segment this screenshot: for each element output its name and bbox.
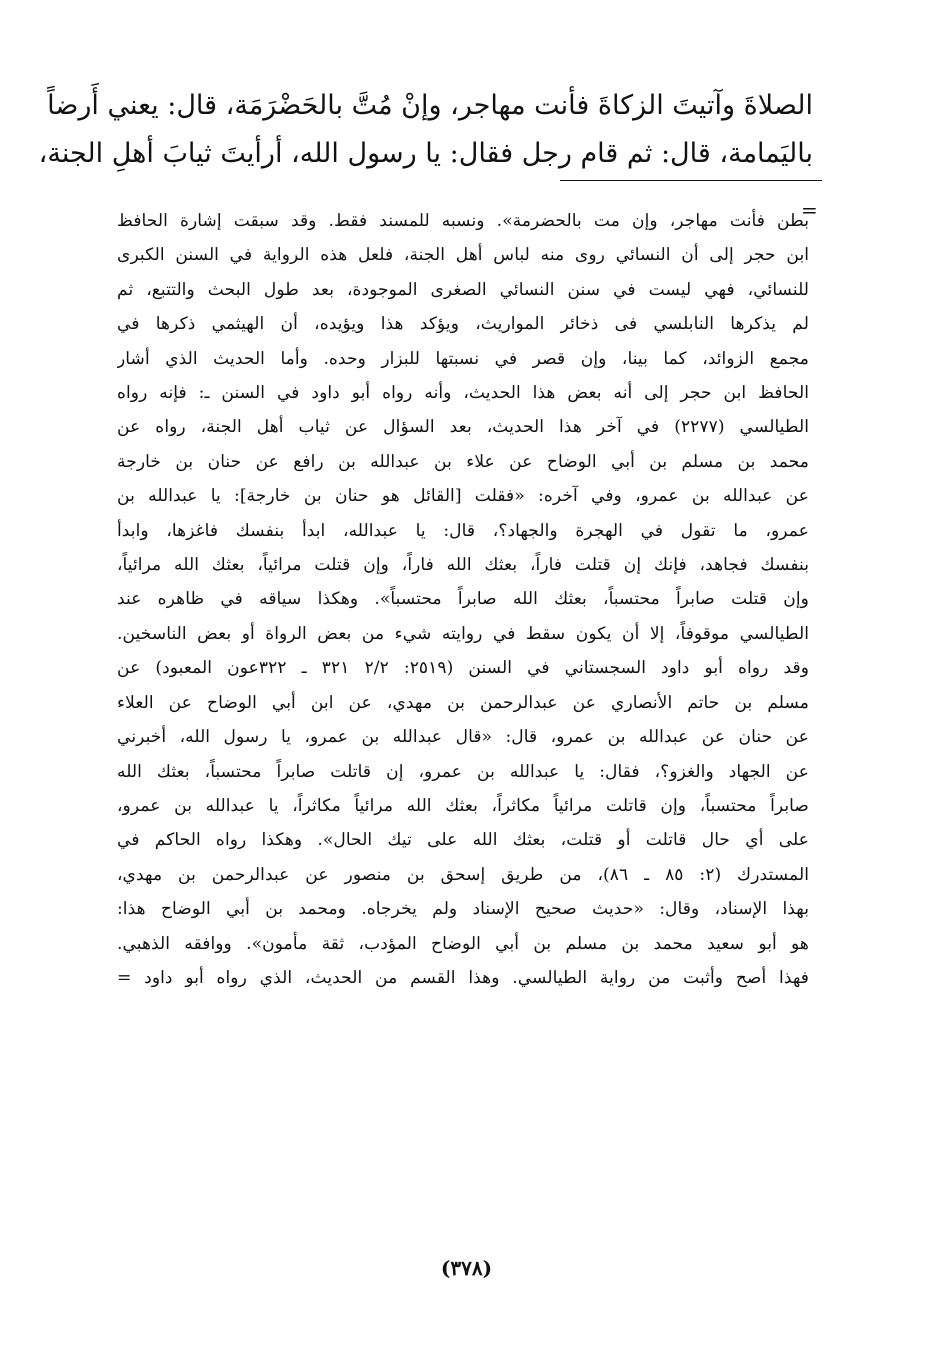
- footnote-line: الطيالسي موقوفاً، إلا أن يكون سقط في روايته شيء من بعض الرواة أو بعض الناسخين.: [117, 623, 809, 644]
- footnote-line: فهذا أصح وأثبت من رواية الطيالسي. وهذا القسم من الحديث، الذي رواه أبو داود =: [117, 967, 809, 988]
- footnote-line: وإن قتلت صابراً محتسباً، بعثك الله صابراً محتسباً». وهكذا سياقه في ظاهره عند: [117, 589, 809, 610]
- footnote-line: ابن حجر إلى أن النسائي روى منه لباس أهل الجنة، فلعل هذه الرواية في السنن الكبرى: [117, 245, 809, 266]
- footnote-line: على أي حال قاتلت أو قتلت، بعثك الله على تيك الحال». وهكذا رواه الحاكم في: [117, 830, 809, 851]
- footnote-line: مسلم بن حاتم الأنصاري عن عبدالرحمن بن مهدي، عن ابن أبي الوضاح عن العلاء: [117, 692, 809, 713]
- footnote-line: الحافظ ابن حجر إلى أنه بعض هذا الحديث، وأنه رواه أبو داود في السنن ـ: فإنه رواه: [117, 383, 809, 404]
- footnote-line: عن عبدالله بن عمرو، وفي آخره: «فقلت [القائل هو حنان بن خارجة]: يا عبدالله بن: [117, 486, 809, 507]
- footnote-line: عمرو، ما تقول في الهجرة والجهاد؟، قال: يا عبدالله، ابدأ بنفسك فاغزها، وابدأ: [117, 520, 809, 541]
- footnote-line: عن الجهاد والغزو؟، فقال: يا عبدالله بن عمرو، إن قاتلت صابراً محتسباً، بعثك الله: [117, 761, 809, 782]
- footnote-line: بطن فأنت مهاجر، وإن مت بالحضرمة». ونسبه للمسند فقط. وقد سبقت إشارة الحافظ: [117, 211, 809, 231]
- footnote-line: محمد بن مسلم بن أبي الوضاح عن علاء بن عبدالله بن رافع عن حنان بن خارجة: [117, 451, 809, 472]
- footnote-line: الطيالسي (٢٢٧٧) في آخر هذا الحديث، بعد السؤال عن ثياب أهل الجنة، رواه عن: [117, 417, 809, 438]
- footnote-line: للنسائي، فهي ليست في سنن النسائي الصغرى الموجودة، بعد طول البحث والتتبع، ثم: [117, 279, 809, 300]
- footnote-line: هو أبو سعيد محمد بن مسلم بن أبي الوضاح المؤدب، ثقة مأمون». ووافقه الذهبي.: [117, 933, 809, 954]
- footnote-line: مجمع الزوائد، كما بينا، وإن قصر في نسبتها للبزار وحده. وأما الحديث الذي أشار: [117, 348, 809, 369]
- footnote-continuation-mark: =: [801, 198, 818, 222]
- footnote-separator-rule: [560, 180, 822, 181]
- footnote-block: [117, 204, 809, 995]
- main-text-block: [38, 82, 813, 178]
- main-text-line: الصلاةَ وآتيتَ الزكاةَ فأنت مهاجر، وإنْ مُتَّ بالحَضْرَمَة، قال: يعني أَرضاً: [47, 90, 813, 121]
- footnote-line: بهذا الإسناد، وقال: «حديث صحيح الإسناد ولم يخرجاه. ومحمد بن أبي الوضاح هذا:: [117, 899, 809, 920]
- page-number: (٣٧٨): [440, 1256, 493, 1280]
- footnote-line: وقد رواه أبو داود السجستاني في السنن (٢٥١٩: ٢/٢ ٣٢١ ـ ٣٢٢عون المعبود) عن: [117, 658, 809, 679]
- footnote-line: لم يذكرها النابلسي فى ذخائر المواريث، ويؤكد هذا ويؤيده، أن الهيثمي ذكرها في: [117, 314, 809, 335]
- footnote-line: عن حنان عن عبدالله بن عمرو، قال: «قال عبدالله بن عمرو، يا رسول الله، أخبرني: [117, 727, 809, 748]
- main-text-line: باليَمامة، قال: ثم قام رجل فقال: يا رسول الله، أرأيتَ ثيابَ أهلِ الجنة،: [38, 138, 813, 169]
- footnote-line: المستدرك (٢: ٨٥ ـ ٨٦)، من طريق إسحق بن منصور عن عبدالرحمن بن مهدي،: [117, 864, 809, 885]
- footnote-line: بنفسك فجاهد، فإنك إن قتلت فاراً، بعثك الله فاراً، وإن قتلت مرائياً، بعثك الله مرائياً،: [117, 555, 809, 576]
- footnote-line: صابراً محتسباً، وإن قاتلت مرائياً مكاثراً، بعثك الله مرائياً مكاثراً، يا عبدالله بن عمرو،: [117, 795, 809, 816]
